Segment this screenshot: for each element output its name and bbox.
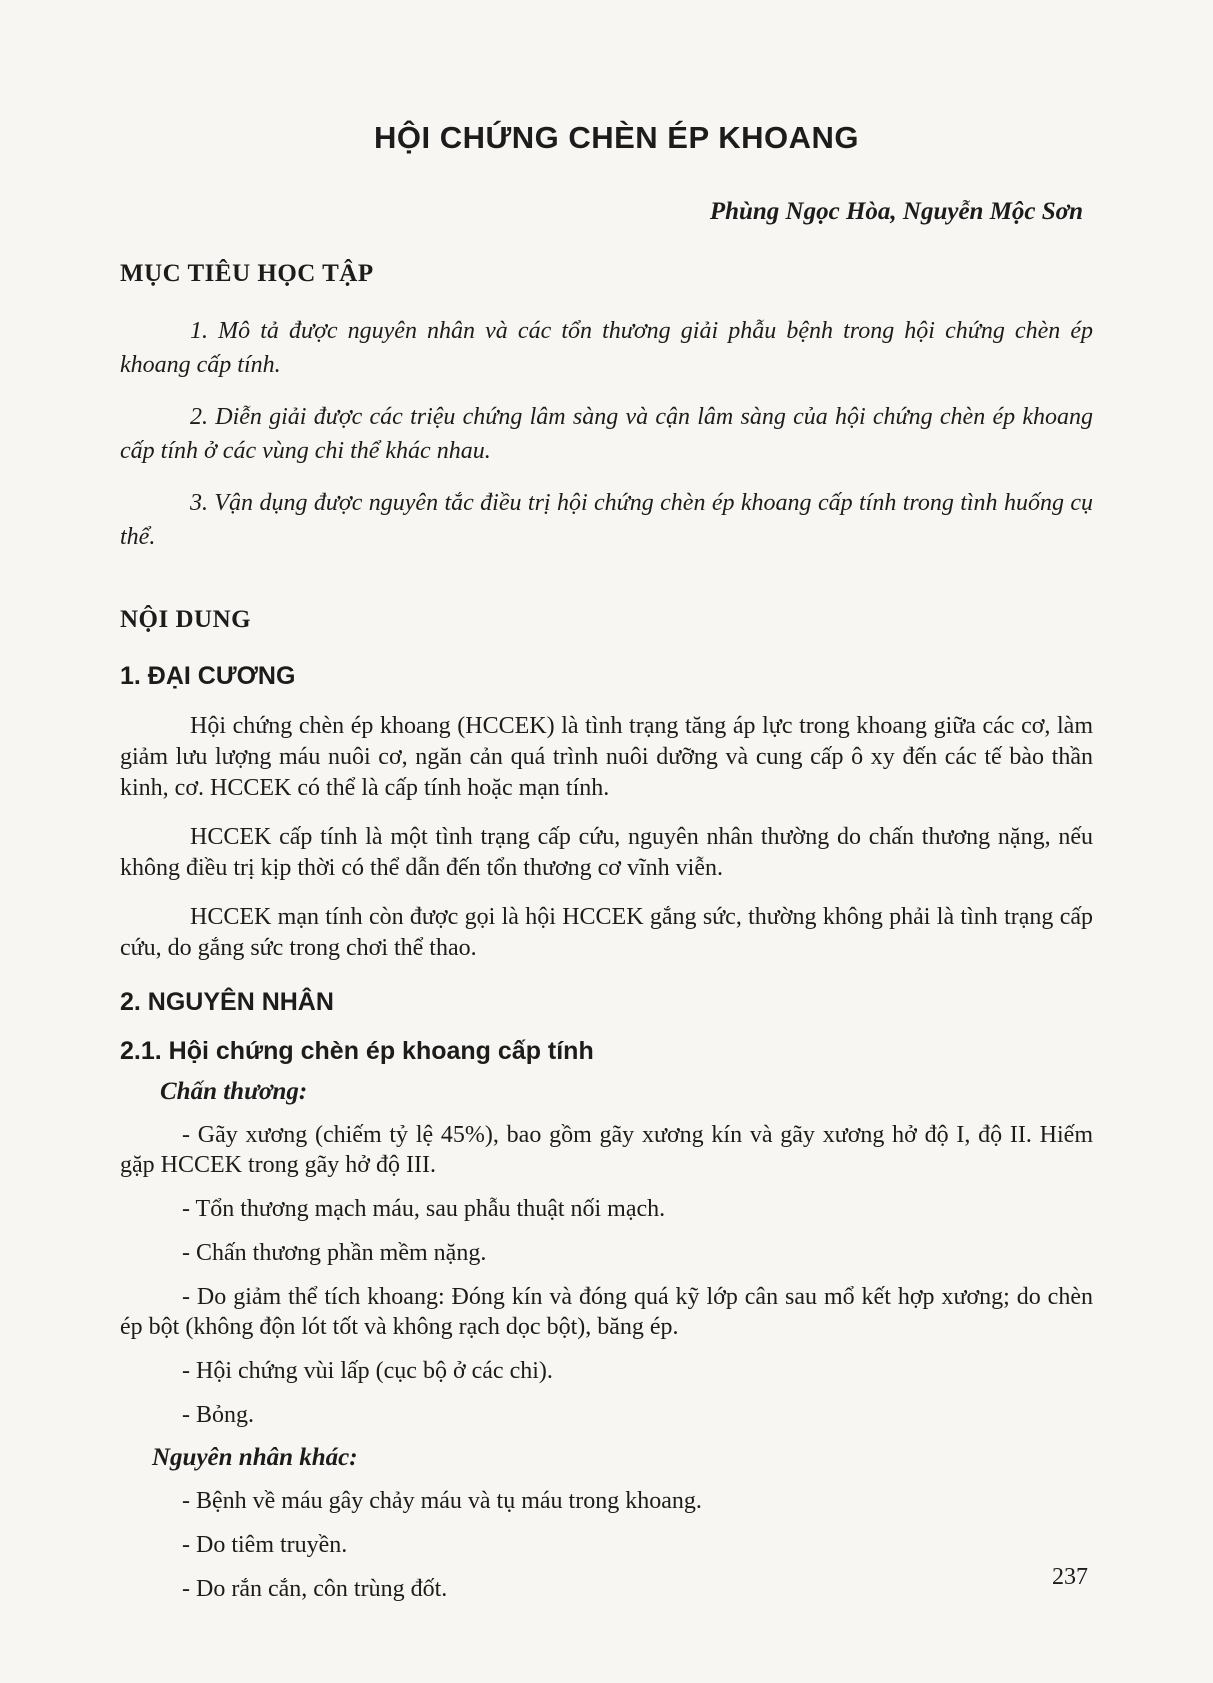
objective-item: 1. Mô tả được nguyên nhân và các tổn thương giải phẫu bệnh trong hội chứng chèn ép khoang cấp tính. (120, 318, 1093, 378)
list-item: - Chấn thương phần mềm nặng. (182, 1240, 487, 1266)
trauma-label: Chấn thương: (160, 1078, 308, 1105)
subsection-heading: 2.1. Hội chứng chèn ép khoang cấp tính (120, 1037, 594, 1065)
section-heading-intro: 1. ĐẠI CƯƠNG (120, 662, 296, 690)
list-item: - Gãy xương (chiếm tỷ lệ 45%), bao gồm gãy xương kín và gãy xương hở độ I, độ II. Hiếm gặp HCCEK trong gãy hở độ III. (120, 1122, 1093, 1178)
section-heading-causes: 2. NGUYÊN NHÂN (120, 988, 334, 1016)
list-item: - Do giảm thể tích khoang: Đóng kín và đóng quá kỹ lớp cân sau mổ kết hợp xương; do chèn ép bột (không độn lót tốt và không rạch dọc bột), băng ép. (120, 1284, 1093, 1340)
list-item: - Bỏng. (182, 1402, 254, 1428)
authors: Phùng Ngọc Hòa, Nguyễn Mộc Sơn (709, 198, 1083, 225)
paragraph: HCCEK mạn tính còn được gọi là hội HCCEK gắng sức, thường không phải là tình trạng cấp cứu, do gắng sức trong chơi thể thao. (120, 904, 1093, 961)
page-number: 237 (1052, 1564, 1088, 1590)
list-item: - Bệnh về máu gây chảy máu và tụ máu trong khoang. (182, 1488, 702, 1514)
list-item: - Hội chứng vùi lấp (cục bộ ở các chi). (182, 1358, 553, 1384)
list-item: - Tổn thương mạch máu, sau phẫu thuật nối mạch. (182, 1196, 666, 1222)
list-item: - Do tiêm truyền. (182, 1532, 348, 1558)
other-causes-label: Nguyên nhân khác: (152, 1444, 358, 1471)
objective-item: 3. Vận dụng được nguyên tắc điều trị hội chứng chèn ép khoang cấp tính trong tình huống cụ thể. (120, 490, 1093, 550)
list-item: - Do rắn cắn, côn trùng đốt. (182, 1576, 448, 1602)
content-heading: NỘI DUNG (120, 606, 252, 633)
paragraph: Hội chứng chèn ép khoang (HCCEK) là tình trạng tăng áp lực trong khoang giữa các cơ, làm giảm lưu lượng máu nuôi cơ, ngăn cản quá trình nuôi dưỡng và cung cấp ô xy đến các tế bào thần kinh, cơ. HCCEK có thể là cấp tính hoặc mạn tính. (120, 713, 1093, 801)
objectives-heading: MỤC TIÊU HỌC TẬP (120, 260, 374, 287)
objective-item: 2. Diễn giải được các triệu chứng lâm sàng và cận lâm sàng của hội chứng chèn ép khoang cấp tính ở các vùng chi thể khác nhau. (120, 404, 1093, 464)
paragraph: HCCEK cấp tính là một tình trạng cấp cứu, nguyên nhân thường do chấn thương nặng, nếu không điều trị kịp thời có thể dẫn đến tổn thương cơ vĩnh viễn. (120, 824, 1093, 881)
page-title: HỘI CHỨNG CHÈN ÉP KHOANG (374, 120, 859, 155)
